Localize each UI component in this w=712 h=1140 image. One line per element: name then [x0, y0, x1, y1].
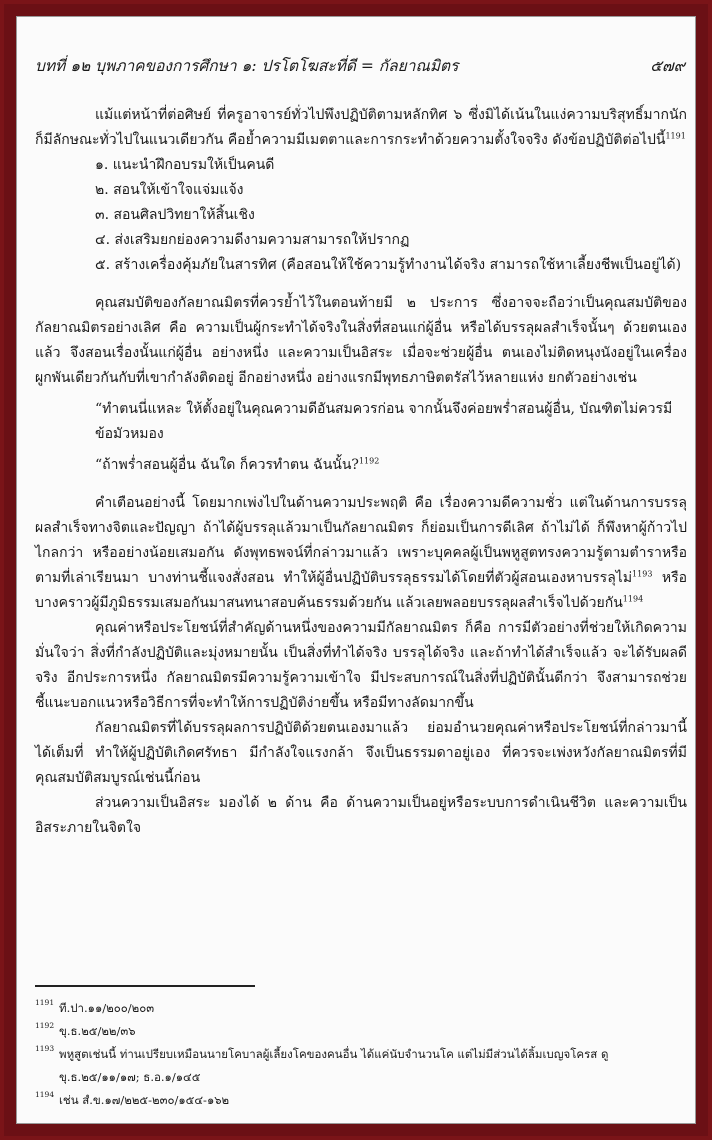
footnote-ref-1192[interactable]: 1192 [358, 456, 380, 466]
footnotes [35, 997, 685, 1112]
footnote-ref-1191[interactable]: 1191 [665, 131, 686, 141]
footnote [35, 1043, 685, 1089]
body-text [35, 103, 687, 841]
footnote-text: พหูสูตเช่นนี้ ท่านเปรียบเหมือนนายโคบาลผู้เลี้ยงโคของคนอื่น ได้แค่นับจำนวนโค แต่ไม่มีส่วนได้ลิ้มเบญจโครส ดู ขุ.ธ.๒๕/๑๑/๑๗; ธ.อ.๑/๑๔๕ [59, 1047, 609, 1084]
footnote-text: ที.ปา.๑๑/๒๐๐/๒๐๓ [59, 1001, 155, 1015]
document-page [16, 16, 696, 1124]
paragraph-5: กัลยาณมิตรที่ได้บรรลุผลการปฏิบัติด้วยตนเองมาแล้ว ย่อมอำนวยคุณค่าหรือประโยชน์ที่กล่าวมานี้ได้เต็มที่ ทำให้ผู้ปฏิบัติเกิดศรัทธา มีกำลังใจแรงกล้า จึงเป็นธรรมดาอยู่เอง ที่ควรจะเพ่งหวังกัลยาณมิตรที่มีคุณสมบัติสมบูรณ์เช่นนี้ก่อน [35, 720, 687, 786]
footnote [35, 1089, 685, 1112]
footnote-divider [35, 985, 255, 987]
list-item: ๕. สร้างเครื่องคุ้มภัยในสารทิศ (คือสอนให้ใช้ความรู้ทำงานได้จริง สามารถใช้หาเลี้ยงชีพเป็นอยู่ได้) [95, 257, 682, 273]
footnote [35, 997, 685, 1020]
page-number: ๕๗๙ [650, 57, 685, 75]
footnote-mark: 1194 [35, 1090, 55, 1099]
paragraph-6: ส่วนความเป็นอิสระ มองได้ ๒ ด้าน คือ ด้านความเป็นอยู่หรือระบบการดำเนินชีวิต และความเป็นอิสระภายในจิตใจ [35, 795, 687, 836]
quote-1: “ทำตนนี่แหละ ให้ตั้งอยู่ในคุณความดีอันสมควรก่อน จากนั้นจึงค่อยพร่ำสอนผู้อื่น, บัณฑิตไม่ควรมีข้อมัวหมอง [95, 401, 673, 442]
list-item: ๒. สอนให้เข้าใจแจ่มแจ้ง [95, 182, 244, 198]
paragraph-4: คุณค่าหรือประโยชน์ที่สำคัญด้านหนึ่งของความมีกัลยาณมิตร ก็คือ การมีตัวอย่างที่ช่วยให้เกิดความมั่นใจว่า สิ่งที่กำลังปฏิบัติและมุ่งหมายนั้น เป็นสิ่งที่ทำได้จริง บรรลุได้จริง และถ้าทำได้สำเร็จแล้ว จะได้รับผลดีจริง อีกประการหนึ่ง กัลยาณมิตรมีความรู้ความเข้าใจ มีประสบการณ์ในสิ่งที่ปฏิบัตินั้นดีกว่า จึงสามารถช่วยชี้แนะบอกแนวหรือวิธีการที่จะทำให้การปฏิบัติง่ายขึ้น หรือมีทางลัดมากขึ้น [35, 620, 687, 711]
paragraph-1: แม้แต่หน้าที่ต่อศิษย์ ที่ครูอาจารย์ทั่วไปพึงปฏิบัติตามหลักทิศ ๖ ซึ่งมิได้เน้นในแง่ความบริสุทธิ์มากนัก ก็มีลักษณะทั่วไปในแนวเดียวกัน คือย้ำความมีเมตตาและการกระทำด้วยความตั้งใจจริง ดังข้อปฏิบัติต่อไปนี้$^{1191}$ [35, 107, 687, 148]
list-item: ๓. สอนศิลปวิทยาให้สิ้นเชิง [95, 207, 255, 223]
footnote-text: ขุ.ธ.๒๕/๒๒/๓๖ [59, 1024, 136, 1038]
quote-2: “ถ้าพร่ำสอนผู้อื่น ฉันใด ก็ควรทำตน ฉันนั้น?$^{1192}$ [95, 456, 380, 473]
footnote-mark: 1192 [35, 1021, 55, 1030]
footnote [35, 1020, 685, 1043]
paragraph-3: คำเตือนอย่างนี้ โดยมากเพ่งไปในด้านความประพฤติ คือ เรื่องความดีความชั่ว แต่ในด้านการบรรลุผลสำเร็จทางจิตและปัญญา ถ้าได้ผู้บรรลุแล้วมาเป็นกัลยาณมิตร ก็ย่อมเป็นการดีเลิศ ถ้าไม่ได้ ก็พึงหาผู้ก้าวไปไกลกว่า หรืออย่างน้อยเสมอกัน ดังพุทธพจน์ที่กล่าวมาแล้ว เพราะบุคคลผู้เป็นพหูสูตทรงความรู้ตามตำราหรือตามที่เล่าเรียนมา บางท่านชี้แจงสั่งสอน ทำให้ผู้อื่นปฏิบัติบรรลุธรรมได้โดยที่ตัวผู้สอนเองหาบรรลุไม่$^{1193}$ หรือบางคราวผู้มีภูมิธรรมเสมอกันมาสนทนาสอบค้นธรรมด้วยกัน แล้วเลยพลอยบรรลุผลสำเร็จไปด้วยกัน$^{1194}$ [35, 495, 687, 611]
running-header [35, 53, 685, 83]
list-item: ๑. แนะนำฝึกอบรมให้เป็นคนดี [95, 157, 275, 173]
paragraph-2: คุณสมบัติของกัลยาณมิตรที่ควรย้ำไว้ในตอนท้ายมี ๒ ประการ ซึ่งอาจจะถือว่าเป็นคุณสมบัติของกัลยาณมิตรอย่างเลิศ คือ ความเป็นผู้กระทำได้จริงในสิ่งที่สอนแก่ผู้อื่น หรือได้บรรลุผลสำเร็จนั้นๆ ด้วยตนเองแล้ว จึงสอนเรื่องนั้นแก่ผู้อื่น อย่างหนึ่ง และความเป็นอิสระ เมื่อจะช่วยผู้อื่น ตนเองไม่ติดหนุงนังอยู่ในเครื่องผูกพันเดียวกันกับที่เขากำลังติดอยู่ อีกอย่างหนึ่ง อย่างแรกมีพุทธภาษิตตรัสไว้หลายแห่ง ยกตัวอย่างเช่น [35, 295, 687, 386]
footnote-mark: 1193 [35, 1044, 55, 1053]
footnote-ref-1193[interactable]: 1193 [632, 569, 653, 579]
footnote-ref-1194[interactable]: 1194 [622, 594, 644, 604]
footnote-mark: 1191 [35, 998, 55, 1007]
footnote-text: เช่น สํ.ข.๑๗/๒๒๕-๒๓๐/๑๕๔-๑๖๒ [59, 1093, 230, 1107]
list-item: ๔. ส่งเสริมยกย่องความดีงามความสามารถให้ปรากฏ [95, 232, 410, 248]
chapter-title: บทที่ ๑๒ บุพภาคของการศึกษา ๑: ปรโตโฆสะที่ดี = กัลยาณมิตร [35, 57, 459, 75]
page-frame [4, 4, 708, 1136]
